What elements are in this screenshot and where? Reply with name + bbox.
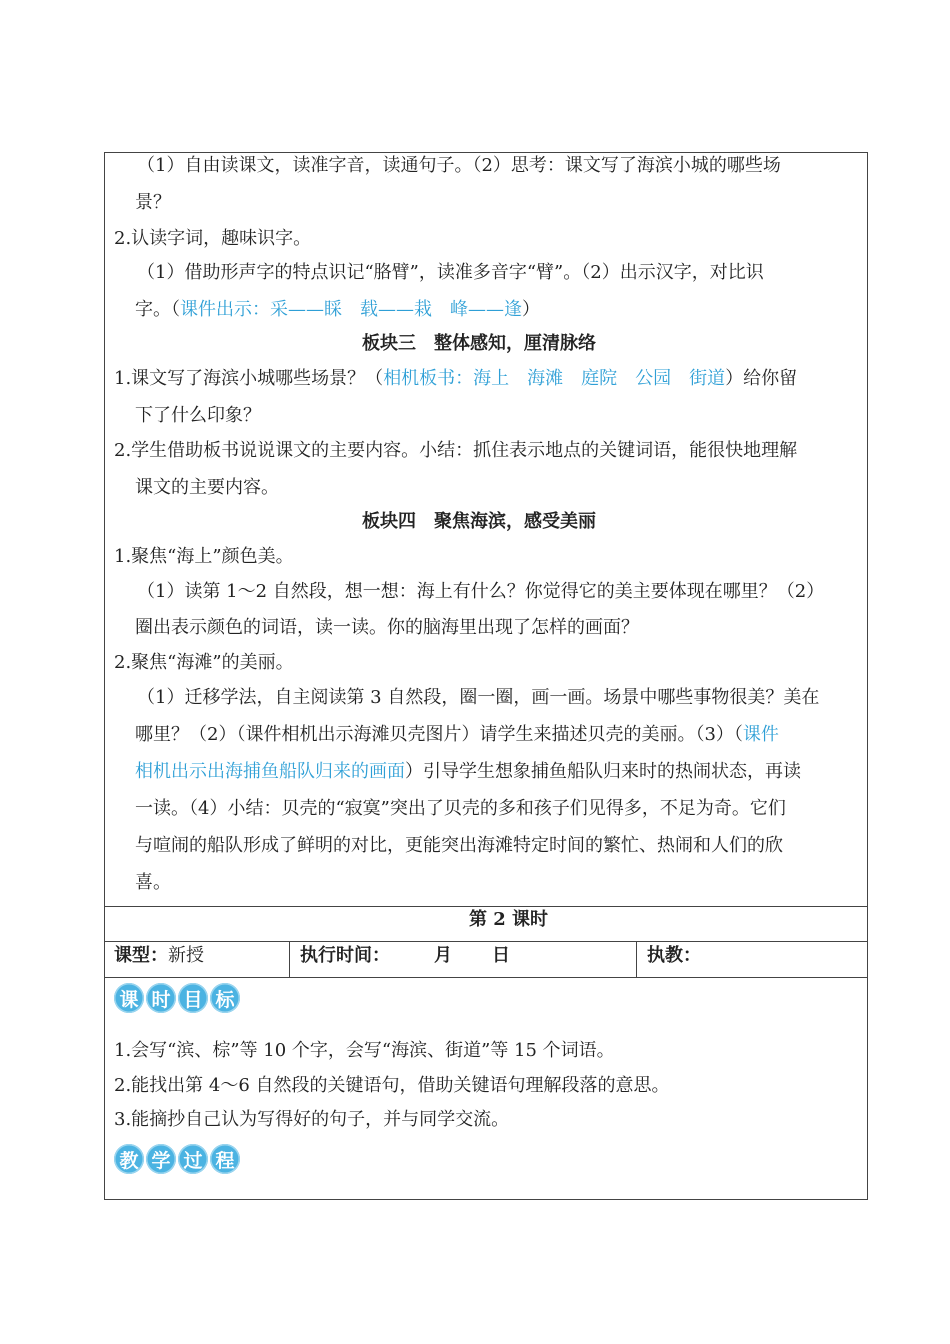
text-line: 2.聚焦“海滩”的美丽。 [114,652,294,673]
text-line: 字。（课件出示：采——睬 载——栽 峰——逢） [135,299,540,320]
lesson-goals-badge: 课 时 目 标 [114,983,240,1013]
teaching-process-badge: 教 学 过 程 [114,1144,240,1174]
row-divider [104,977,868,978]
text-line: （1）迁移学法，自主阅读第 3 自然段，圈一圈，画一画。场景中哪些事物很美？美在 [137,687,820,708]
teacher-label: 执教： [647,945,701,966]
text-line: 圈出表示颜色的词语，读一读。你的脑海里出现了怎样的画面？ [135,617,639,638]
text-line: 1.课文写了海滨小城哪些场景？（相机板书：海上 海滩 庭院 公园 街道）给你留 [114,368,798,389]
text-line: 相机出示出海捕鱼船队归来的画面）引导学生想象捕鱼船队归来时的热闹状态，再读 [135,761,801,782]
text-line: 与喧闹的船队形成了鲜明的对比，更能突出海滩特定时间的繁忙、热闹和人们的欣 [135,835,783,856]
courseware-note: 课件 [742,724,779,745]
text-line: （1）自由读课文，读准字音，读通句子。（2）思考：课文写了海滨小城的哪些场 [137,155,781,176]
text-line: 2.学生借助板书说说课文的主要内容。小结：抓住表示地点的关键词语，能很快地理解 [114,440,798,461]
lesson-title: 第 2 课时 [469,909,549,930]
goal-item: 1.会写“滨、棕”等 10 个字，会写“海滨、街道”等 15 个词语。 [114,1040,615,1061]
text-line: 课文的主要内容。 [135,477,279,498]
column-divider [289,941,290,977]
goal-item: 3.能摘抄自己认为写得好的句子，并与同学交流。 [114,1109,510,1130]
section-heading: 板块三 整体感知，厘清脉络 [362,333,596,354]
lesson-type: 课型：新授 [114,945,204,966]
goal-item: 2.能找出第 4～6 自然段的关键语句，借助关键语句理解段落的意思。 [114,1075,670,1096]
month-label: 月 [434,945,452,966]
row-divider [104,906,868,907]
text-line: （1）借助形声字的特点识记“胳臂”，读准多音字“臂”。（2）出示汉字，对比识 [137,262,764,283]
column-divider [636,941,637,977]
board-note: 相机板书：海上 海滩 庭院 公园 街道 [383,368,726,389]
courseware-note: 相机出示出海捕鱼船队归来的画面 [135,761,405,782]
text-line: 景？ [135,192,171,213]
text-line: （1）读第 1～2 自然段，想一想：海上有什么？你觉得它的美主要体现在哪里？（2） [137,581,825,602]
text-line: 2.认读字词，趣味识字。 [114,228,312,249]
text-line: 1.聚焦“海上”颜色美。 [114,546,294,567]
text-line: 一读。（4）小结：贝壳的“寂寞”突出了贝壳的多和孩子们见得多，不足为奇。它们 [135,798,786,819]
courseware-note: 课件出示：采——睬 载——栽 峰——逢 [180,299,522,320]
row-divider [104,941,868,942]
text-line: 下了什么印象？ [135,405,261,426]
text-line: 哪里？（2）（课件相机出示海滩贝壳图片）请学生来描述贝壳的美丽。（3）（课件 [135,724,779,745]
day-label: 日 [492,945,510,966]
section-heading: 板块四 聚焦海滨，感受美丽 [362,511,596,532]
execution-time-label: 执行时间： [300,945,390,966]
text-line: 喜。 [135,872,171,893]
